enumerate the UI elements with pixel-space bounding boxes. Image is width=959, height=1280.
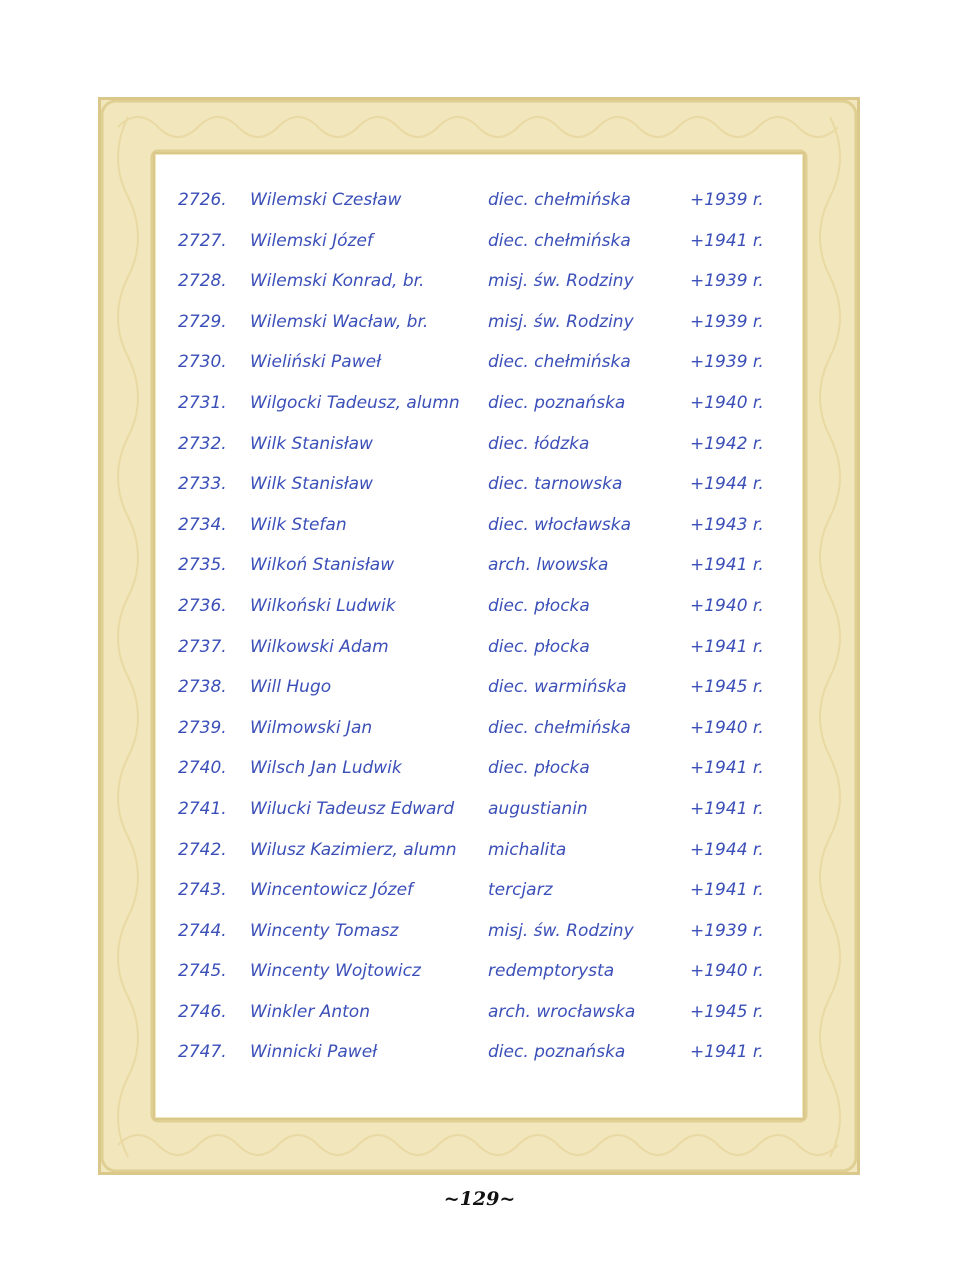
entry-name: Wieliński Paweł [250, 352, 381, 373]
entry-year: +1941 r. [690, 555, 764, 576]
entry-name: Wilemski Konrad, br. [250, 271, 425, 292]
entry-year: +1940 r. [690, 961, 764, 982]
list-item [170, 586, 790, 627]
entry-number: 2726. [178, 190, 227, 210]
entry-number: 2736. [178, 595, 227, 616]
entry-diocese: arch. lwowska [488, 555, 609, 576]
entry-number: 2734. [178, 514, 227, 535]
list-item [170, 424, 790, 465]
entry-diocese: misj. św. Rodziny [488, 271, 634, 292]
entry-diocese: diec. chełmińska [488, 717, 631, 738]
entry-diocese: diec. chełmińska [488, 190, 631, 210]
entry-name: Will Hugo [250, 677, 332, 698]
entry-number: 2740. [178, 758, 227, 779]
entry-diocese: misj. św. Rodziny [488, 311, 634, 332]
list-item [170, 830, 790, 871]
entry-diocese: diec. płocka [488, 758, 590, 779]
entry-year: +1944 r. [690, 474, 764, 495]
page-number: ~129~ [443, 1188, 516, 1210]
list-item [170, 261, 790, 302]
list-item [170, 789, 790, 830]
entry-name: Wincenty Tomasz [250, 920, 399, 941]
entry-diocese: diec. chełmińska [488, 352, 631, 373]
entry-name: Wilkowski Adam [250, 636, 389, 657]
entry-diocese: misj. św. Rodziny [488, 920, 634, 941]
entry-year: +1941 r. [690, 758, 764, 779]
list-item [170, 1032, 790, 1073]
entry-year: +1945 r. [690, 1001, 764, 1022]
entry-year: +1940 r. [690, 392, 764, 413]
entry-name: Wilemski Wacław, br. [250, 311, 429, 332]
entry-number: 2742. [178, 839, 227, 860]
entry-diocese: diec. łódzka [488, 433, 590, 454]
entry-diocese: diec. tarnowska [488, 474, 623, 495]
entry-year: +1939 r. [690, 920, 764, 941]
entry-number: 2727. [178, 230, 227, 251]
entry-year: +1941 r. [690, 1042, 764, 1063]
entry-name: Wilkoński Ludwik [250, 595, 396, 616]
entry-year: +1941 r. [690, 798, 764, 819]
list-item [170, 464, 790, 505]
entry-year: +1939 r. [690, 352, 764, 373]
list-item [170, 708, 790, 749]
entry-name: Wilkoń Stanisław [250, 555, 395, 576]
list-item [170, 180, 790, 221]
list-item [170, 911, 790, 952]
entry-name: Wincentowicz Józef [250, 880, 414, 901]
entry-diocese: michalita [488, 839, 567, 860]
entry-year: +1941 r. [690, 636, 764, 657]
entry-number: 2739. [178, 717, 227, 738]
list-item [170, 545, 790, 586]
list-item [170, 302, 790, 343]
entry-number: 2735. [178, 555, 227, 576]
entry-name: Wilk Stanisław [250, 474, 373, 495]
entries-list [170, 180, 790, 1073]
entry-diocese: diec. płocka [488, 595, 590, 616]
entry-number: 2746. [178, 1001, 227, 1022]
entry-diocese: diec. poznańska [488, 1042, 626, 1063]
entry-number: 2731. [178, 392, 227, 413]
entry-number: 2747. [178, 1042, 227, 1063]
entry-name: Wilemski Józef [250, 230, 373, 251]
list-item [170, 667, 790, 708]
entry-diocese: diec. warmińska [488, 677, 627, 698]
entry-diocese: diec. poznańska [488, 392, 626, 413]
entry-name: Wilsch Jan Ludwik [250, 758, 402, 779]
entry-name: Wilk Stefan [250, 514, 347, 535]
entry-number: 2733. [178, 474, 227, 495]
entry-name: Wilusz Kazimierz, alumn [250, 839, 457, 860]
entry-name: Wincenty Wojtowicz [250, 961, 421, 982]
entry-diocese: diec. płocka [488, 636, 590, 657]
entry-year: +1940 r. [690, 717, 764, 738]
entry-year: +1941 r. [690, 230, 764, 251]
list-item [170, 221, 790, 262]
list-item [170, 505, 790, 546]
entry-year: +1939 r. [690, 311, 764, 332]
entry-number: 2737. [178, 636, 227, 657]
entry-name: Wilmowski Jan [250, 717, 373, 738]
entry-number: 2743. [178, 880, 227, 901]
entry-diocese: diec. chełmińska [488, 230, 631, 251]
entry-number: 2738. [178, 677, 227, 698]
entry-year: +1940 r. [690, 595, 764, 616]
entry-diocese: augustianin [488, 798, 588, 819]
entry-name: Winkler Anton [250, 1001, 370, 1022]
entry-number: 2730. [178, 352, 227, 373]
entry-number: 2741. [178, 798, 227, 819]
list-item [170, 627, 790, 668]
entry-diocese: arch. wrocławska [488, 1001, 636, 1022]
entry-year: +1939 r. [690, 190, 764, 210]
entry-year: +1945 r. [690, 677, 764, 698]
entry-year: +1941 r. [690, 880, 764, 901]
entry-year: +1942 r. [690, 433, 764, 454]
entry-name: Wilucki Tadeusz Edward [250, 798, 455, 819]
entry-name: Winnicki Paweł [250, 1042, 378, 1063]
entry-number: 2744. [178, 920, 227, 941]
entry-name: Wilemski Czesław [250, 190, 402, 210]
entry-year: +1939 r. [690, 271, 764, 292]
list-item [170, 342, 790, 383]
entry-name: Wilk Stanisław [250, 433, 373, 454]
list-item [170, 748, 790, 789]
list-item [170, 992, 790, 1033]
list-item [170, 951, 790, 992]
entry-diocese: redemptorysta [488, 961, 615, 982]
entry-year: +1943 r. [690, 514, 764, 535]
list-item [170, 383, 790, 424]
entry-diocese: diec. włocławska [488, 514, 631, 535]
entry-diocese: tercjarz [488, 880, 553, 901]
entry-number: 2728. [178, 271, 227, 292]
entry-name: Wilgocki Tadeusz, alumn [250, 392, 460, 413]
entry-number: 2745. [178, 961, 227, 982]
list-item [170, 870, 790, 911]
entry-number: 2732. [178, 433, 227, 454]
entry-year: +1944 r. [690, 839, 764, 860]
entry-number: 2729. [178, 311, 227, 332]
